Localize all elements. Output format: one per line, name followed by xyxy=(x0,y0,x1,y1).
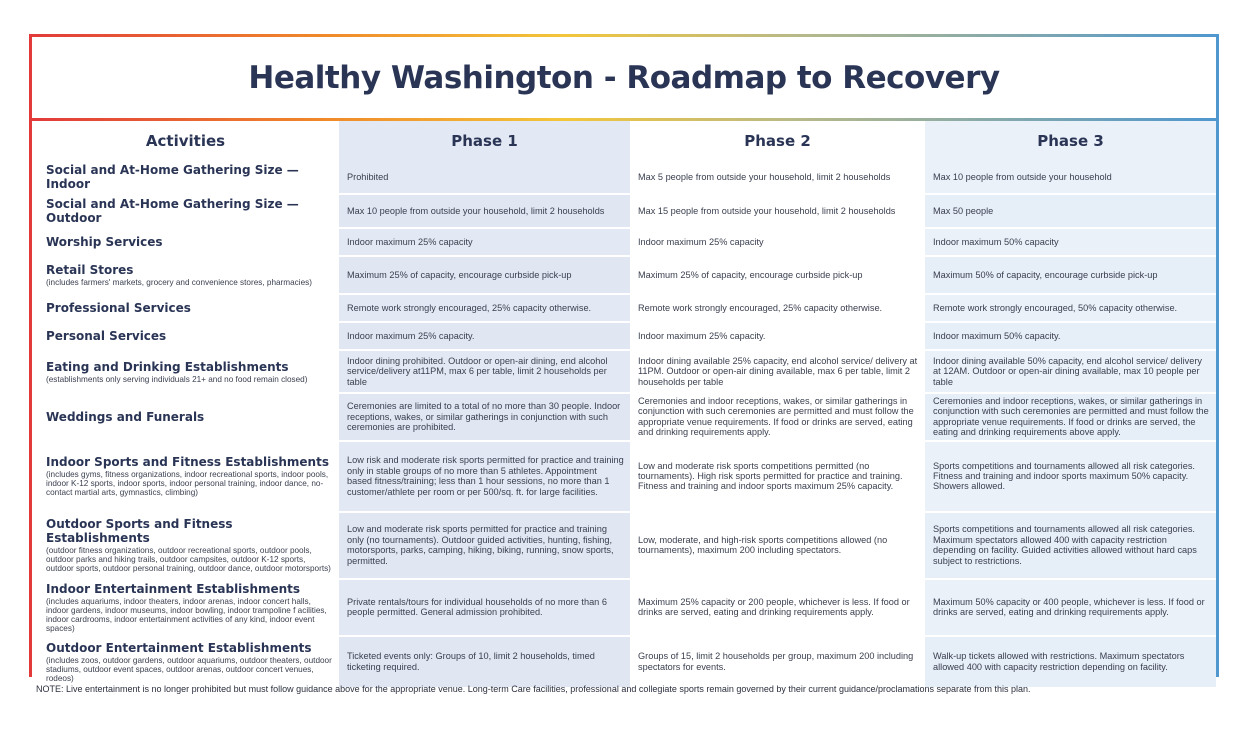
activity-name: Professional Services xyxy=(46,301,191,315)
activity-cell xyxy=(32,441,339,512)
activity-name: Worship Services xyxy=(46,235,163,249)
phase-3-cell: Maximum 50% of capacity, encourage curbside pick-up xyxy=(925,256,1216,294)
phase-1-cell: Indoor maximum 25% capacity xyxy=(339,228,630,256)
header-activities: Activities xyxy=(145,132,226,150)
phase-3-cell: Remote work strongly encouraged, 50% capacity otherwise. xyxy=(925,294,1216,322)
phase-3-cell: Max 10 people from outside your household xyxy=(925,161,1216,194)
page-title: Healthy Washington - Roadmap to Recovery xyxy=(248,59,1000,96)
phase-3-cell: Ceremonies and indoor receptions, wakes, or similar gatherings in conjunction with such ceremonies are permitted and must follow the appropriate venue requirements. If food or drinks are served, the eating and drinking requirements above apply. xyxy=(925,393,1216,441)
phase-3-cell: Maximum 50% capacity or 400 people, whichever is less. If food or drinks are served, eating and drinking requirements apply. xyxy=(925,579,1216,636)
table-row xyxy=(32,256,1216,294)
activity-cell xyxy=(32,294,339,322)
activity-name: Indoor Sports and Fitness Establishments xyxy=(46,455,329,470)
table-row xyxy=(32,350,1216,393)
phase-2-cell: Ceremonies and indoor receptions, wakes, or similar gatherings in conjunction with such ceremonies are permitted and must follow the appropriate venue requirements. If food or drinks are served, eating and drinking requirements apply. xyxy=(630,393,925,441)
phase-2-cell: Max 15 people from outside your household, limit 2 households xyxy=(630,194,925,228)
roadmap-frame xyxy=(29,34,1219,683)
activity-cell xyxy=(32,256,339,294)
table-row xyxy=(32,322,1216,350)
phase-3-cell: Indoor dining available 50% capacity, end alcohol service/ delivery at 12AM. Outdoor or open-air dining available, max 10 people per table xyxy=(925,350,1216,393)
activity-name: Retail Stores xyxy=(46,263,134,277)
phase-2-cell: Low, moderate, and high-risk sports competitions allowed (no tournaments), maximum 200 including spectators. xyxy=(630,512,925,579)
table-row xyxy=(32,636,1216,688)
phase-2-cell: Low and moderate risk sports competitions permitted (no tournaments). High risk sports permitted for practice and training. Fitness and training and indoor sports maximum 25% capacity. xyxy=(630,441,925,512)
phase-1-cell: Low risk and moderate risk sports permitted for practice and training only in stable groups of no more than 5 athletes. Appointment based fitness/training; less than 1 hour sessions, no more than 1 customer/athlete per room or per 500/sq. ft. for large facilities. xyxy=(339,441,630,512)
phase-2-cell: Indoor maximum 25% capacity. xyxy=(630,322,925,350)
table-row xyxy=(32,579,1216,636)
phase-2-cell: Remote work strongly encouraged, 25% capacity otherwise. xyxy=(630,294,925,322)
roadmap-table xyxy=(32,121,1216,689)
phase-1-cell: Ticketed events only: Groups of 10, limit 2 households, timed ticketing required. xyxy=(339,636,630,688)
phase-1-cell: Remote work strongly encouraged, 25% capacity otherwise. xyxy=(339,294,630,322)
phase-2-cell: Maximum 25% of capacity, encourage curbside pick-up xyxy=(630,256,925,294)
phase-1-cell: Max 10 people from outside your household, limit 2 households xyxy=(339,194,630,228)
activity-note: (outdoor fitness organizations, outdoor recreational sports, outdoor pools, outdoor parks and hiking trails, outdoor campsites, outdoor K-12 sports, outdoor sports, outdoor personal training, outdoor dance, outdoor motorsports) xyxy=(46,546,331,574)
activity-note: (includes farmers' markets, grocery and convenience stores, pharmacies) xyxy=(46,278,312,287)
phase-3-cell: Sports competitions and tournaments allowed all risk categories. Maximum spectators allowed 400 with capacity restriction depending on facility. Guided activities allowed without hard caps subject to restrictions. xyxy=(925,512,1216,579)
activity-cell xyxy=(32,228,339,256)
activity-cell xyxy=(32,579,339,636)
phase-1-cell: Low and moderate risk sports permitted for practice and training only (no tournaments). Outdoor guided activities, hunting, fishing, motorsports, parks, camping, hiking, biking, running, snow sports, permitted. xyxy=(339,512,630,579)
activity-note: (includes zoos, outdoor gardens, outdoor aquariums, outdoor theaters, outdoor stadiums, outdoor event spaces, outdoor arenas, outdoor concert venues, rodeos) xyxy=(46,655,332,683)
phase-3-cell: Walk-up tickets allowed with restrictions. Maximum spectators allowed 400 with capacity restriction depending on facility. xyxy=(925,636,1216,688)
header-phase-3: Phase 3 xyxy=(925,121,1216,161)
table-row xyxy=(32,161,1216,194)
phase-2-cell: Groups of 15, limit 2 households per group, maximum 200 including spectators for events. xyxy=(630,636,925,688)
activity-cell xyxy=(32,161,339,194)
activity-note: (includes aquariums, indoor theaters, indoor arenas, indoor concert halls, indoor gardens, indoor museums, indoor bowling, indoor trampoline f acilities, indoor cardrooms, indoor entertainment activities of any kind, indoor event spaces) xyxy=(46,596,327,633)
activity-cell xyxy=(32,350,339,393)
table-row xyxy=(32,294,1216,322)
activity-name: Social and At-Home Gathering Size — Outdoor xyxy=(46,197,299,225)
phase-2-cell: Max 5 people from outside your household, limit 2 households xyxy=(630,161,925,194)
phase-1-cell: Prohibited xyxy=(339,161,630,194)
activity-cell xyxy=(32,322,339,350)
activity-name: Personal Services xyxy=(46,329,167,343)
activity-name: Social and At-Home Gathering Size — Indoor xyxy=(46,163,299,191)
table-row xyxy=(32,393,1216,441)
table-row xyxy=(32,194,1216,228)
phase-3-cell: Sports competitions and tournaments allowed all risk categories. Fitness and training and indoor sports maximum 50% capacity. Showers allowed. xyxy=(925,441,1216,512)
phase-1-cell: Indoor dining prohibited. Outdoor or open-air dining, end alcohol service/delivery at11PM, max 6 per table, limit 2 households per table xyxy=(339,350,630,393)
phase-1-cell: Maximum 25% of capacity, encourage curbside pick-up xyxy=(339,256,630,294)
footnote: NOTE: Live entertainment is no longer prohibited but must follow guidance above for the appropriate venue. Long-term Care facilities, professional and collegiate sports remain governed by their current guidance/proclamations separate from this plan. xyxy=(36,684,1031,694)
phase-1-cell: Indoor maximum 25% capacity. xyxy=(339,322,630,350)
activity-name: Weddings and Funerals xyxy=(46,409,205,424)
table-row xyxy=(32,228,1216,256)
activity-name: Outdoor Sports and Fitness Establishments xyxy=(46,517,233,546)
activity-name: Eating and Drinking Establishments xyxy=(46,359,289,374)
phase-2-cell: Maximum 25% capacity or 200 people, whichever is less. If food or drinks are served, eating and drinking requirements apply. xyxy=(630,579,925,636)
phase-3-cell: Indoor maximum 50% capacity xyxy=(925,228,1216,256)
activity-note: (includes gyms, fitness organizations, indoor recreational sports, indoor pools, indoor K-12 sports, indoor sports, indoor personal training, indoor dance, no-contact martial arts, gymnastics, climbing) xyxy=(46,470,329,498)
activity-cell xyxy=(32,636,339,688)
activity-name: Outdoor Entertainment Establishments xyxy=(46,640,312,655)
header-phase-1: Phase 1 xyxy=(339,121,630,161)
header-phase-2: Phase 2 xyxy=(630,121,925,161)
activity-name: Indoor Entertainment Establishments xyxy=(46,581,301,596)
phase-2-cell: Indoor maximum 25% capacity xyxy=(630,228,925,256)
activity-cell xyxy=(32,512,339,579)
title-bar xyxy=(32,37,1216,121)
phase-3-cell: Indoor maximum 50% capacity. xyxy=(925,322,1216,350)
table-row xyxy=(32,441,1216,512)
activity-note: (establishments only serving individuals 21+ and no food remain closed) xyxy=(46,374,308,384)
phase-2-cell: Indoor dining available 25% capacity, end alcohol service/ delivery at 11PM. Outdoor or open-air dining available, max 6 per table, limit 2 households per table xyxy=(630,350,925,393)
activity-cell xyxy=(32,393,339,441)
activity-cell xyxy=(32,194,339,228)
phase-3-cell: Max 50 people xyxy=(925,194,1216,228)
phase-1-cell: Ceremonies are limited to a total of no more than 30 people. Indoor receptions, wakes, or similar gatherings in conjunction with such ceremonies are prohibited. xyxy=(339,393,630,441)
table-row xyxy=(32,512,1216,579)
header-row xyxy=(32,121,1216,161)
phase-1-cell: Private rentals/tours for individual households of no more than 6 people permitted. General admission prohibited. xyxy=(339,579,630,636)
